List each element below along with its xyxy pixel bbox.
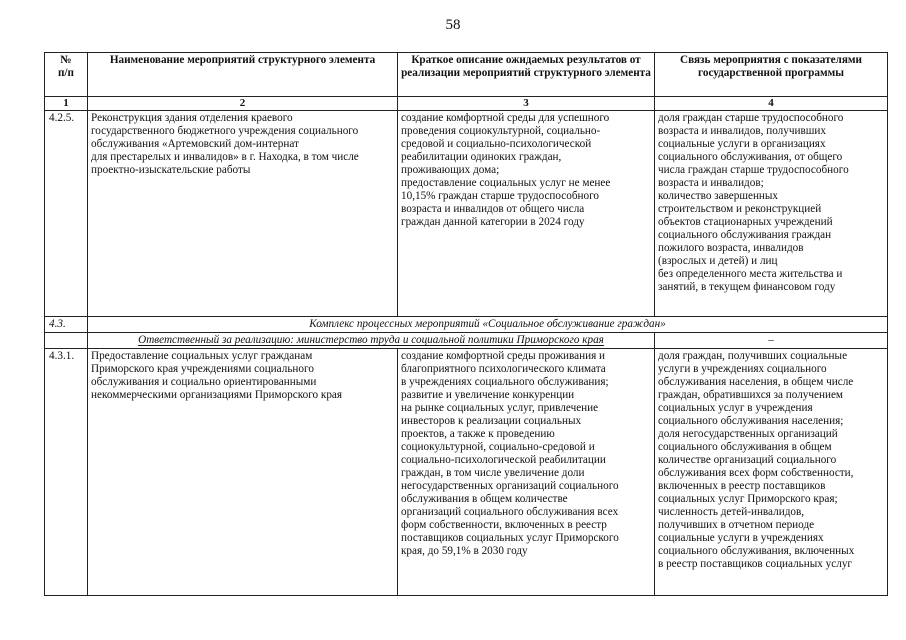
responsible-empty-cell <box>45 333 88 349</box>
header-row <box>45 53 888 97</box>
complex-number: 4.3. <box>45 317 88 333</box>
table-row <box>45 349 888 596</box>
measure-name: Предоставление социальных услуг гражданам Приморского края учреждениями социального обслуживания и социально ориентированными некоммерческими организациями Приморского края <box>88 349 398 596</box>
expected-results: создание комфортной среды для успешного проведения социокультурной, социально- средовой и социально-психологической реабилитации одиноких граждан, проживающих дома; предоставление социальных услуг не менее 10,15% граждан старше трудоспособного возраста и инвалидов от общего числа граждан данной категории в 2024 году <box>398 111 655 317</box>
responsible-label: Ответственный за реализацию: министерство труда и социальной политики Приморского края <box>88 333 655 349</box>
row-number: 4.2.5. <box>45 111 88 317</box>
responsible-row <box>45 333 888 349</box>
responsible-dash: – <box>655 333 888 349</box>
complex-title: Комплекс процессных мероприятий «Социальное обслуживание граждан» <box>88 317 888 333</box>
table-row <box>45 111 888 317</box>
header-measure-name: Наименование мероприятий структурного элемента <box>88 53 398 97</box>
column-index: 1 <box>45 97 88 111</box>
row-number: 4.3.1. <box>45 349 88 596</box>
header-indicators-link: Связь мероприятия с показателями государственной программы <box>655 53 888 97</box>
header-number: № п/п <box>45 53 88 97</box>
column-index: 3 <box>398 97 655 111</box>
expected-results: создание комфортной среды проживания и благоприятного психологического климата в учреждениях социального обслуживания; развитие и увеличение конкуренции на рынке социальных услуг, привлечение инвесторов к реализации социальных проектов, а также к проведению социокультурной, социально-средовой и социально-психологической реабилитации граждан, в том числе увеличение доли негосударственных организаций социального обслуживания в общем количестве организаций социального обслуживания всех форм собственности, включенных в реестр поставщиков социальных услуг Приморского края, до 59,1% в 2030 году <box>398 349 655 596</box>
indicators-link: доля граждан, получивших социальные услуги в учреждениях социального обслуживания населения, в общем числе граждан, обратившихся за получением социальных услуг в учреждения социального обслуживания населения; доля негосударственных организаций социального обслуживания в общем количестве организаций социального обслуживания всех форм собственности, включенных в реестр поставщиков социальных услуг Приморского края; численность детей-инвалидов, получивших в отчетном периоде социальные услуги в учреждениях социального обслуживания, включенных в реестр поставщиков социальных услуг <box>655 349 888 596</box>
column-index: 4 <box>655 97 888 111</box>
column-index: 2 <box>88 97 398 111</box>
complex-row <box>45 317 888 333</box>
indicators-link: доля граждан старше трудоспособного возраста и инвалидов, получивших социальные услуги в организациях социального обслуживания, от общего числа граждан старше трудоспособного возраста и инвалидов; количество завершенных строительством и реконструкцией объектов стационарных учреждений социального обслуживания граждан пожилого возраста, инвалидов (взрослых и детей) и лиц без определенного места жительства и занятий, в текущем финансовом году <box>655 111 888 317</box>
column-index-row <box>45 97 888 111</box>
measure-name: Реконструкция здания отделения краевого государственного бюджетного учреждения социального обслуживания «Артемовский дом-интернат для престарелых и инвалидов» в г. Находка, в том числе проектно-изыскательские работы <box>88 111 398 317</box>
header-expected-results: Краткое описание ожидаемых результатов от реализации мероприятий структурного элемента <box>398 53 655 97</box>
measures-table <box>44 52 888 596</box>
page-number: 58 <box>445 17 461 33</box>
